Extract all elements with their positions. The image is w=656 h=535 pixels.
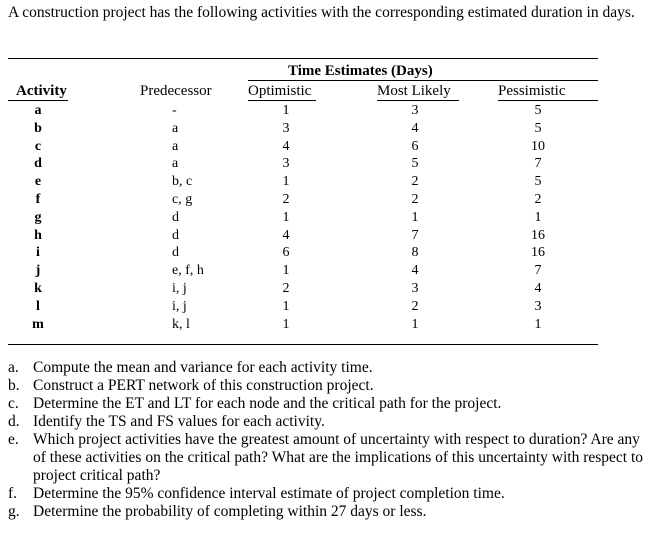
cell-predecessor: k, l [172, 316, 190, 332]
cell-optimistic: 4 [282, 227, 290, 243]
cell-most-likely: 7 [411, 227, 419, 243]
cell-predecessor: c, g [172, 192, 193, 207]
cell-optimistic: 3 [282, 120, 290, 136]
cell-most-likely: 4 [411, 120, 419, 136]
optimistic-underline [248, 100, 316, 101]
cell-pessimistic: 7 [534, 156, 542, 172]
problem-intro: A construction project has the following activities with the corresponding estimated duration in days. [8, 4, 635, 21]
cell-pessimistic: 3 [534, 298, 542, 314]
cell-optimistic: 6 [282, 245, 290, 261]
time-estimates-header: Time Estimates (Days) [288, 63, 433, 79]
question-item [8, 413, 648, 431]
question-text: Identify the TS and FS values for each activity. [33, 413, 325, 430]
col-header-activity: Activity [16, 83, 67, 99]
cell-most-likely: 3 [411, 281, 419, 296]
cell-optimistic: 1 [282, 209, 290, 225]
cell-predecessor: e, f, h [172, 263, 204, 279]
cell-pessimistic: 16 [531, 227, 545, 243]
question-label: a. [8, 359, 19, 376]
cell-activity: f [35, 192, 41, 207]
question-item [8, 395, 648, 413]
cell-predecessor: b, c [172, 174, 193, 190]
cell-predecessor: a [172, 156, 179, 172]
table-top-rule [8, 58, 598, 59]
cell-pessimistic: 1 [534, 316, 542, 332]
cell-optimistic: 1 [282, 174, 290, 190]
cell-pessimistic: 1 [534, 209, 542, 225]
question-text: Compute the mean and variance for each activity time. [33, 359, 373, 376]
cell-optimistic: 2 [282, 192, 290, 207]
cell-pessimistic: 4 [534, 281, 542, 296]
question-item [8, 377, 648, 395]
cell-most-likely: 2 [411, 298, 419, 314]
cell-predecessor: i, j [172, 281, 187, 296]
cell-activity: a [34, 103, 42, 118]
cell-most-likely: 3 [411, 103, 419, 118]
table-bottom-rule [8, 344, 598, 345]
cell-predecessor: a [172, 120, 179, 136]
cell-most-likely: 8 [411, 245, 419, 261]
cell-activity: c [34, 138, 42, 154]
question-text: Determine the 95% confidence interval estimate of project completion time. [33, 485, 505, 502]
cell-pessimistic: 2 [534, 192, 542, 207]
question-label: f. [8, 485, 18, 502]
question-label: g. [8, 503, 20, 520]
cell-activity: l [36, 298, 40, 314]
cell-pessimistic: 5 [534, 103, 542, 118]
cell-optimistic: 1 [282, 103, 290, 118]
cell-most-likely: 5 [411, 156, 419, 172]
cell-predecessor: d [172, 227, 179, 243]
cell-pessimistic: 16 [531, 245, 545, 261]
question-text: Determine the ET and LT for each node and the critical path for the project. [33, 395, 502, 412]
question-label: d. [8, 413, 20, 430]
question-item [8, 485, 648, 503]
cell-predecessor: d [172, 245, 179, 261]
col-header-optimistic: Optimistic [248, 83, 312, 99]
cell-predecessor: d [172, 209, 179, 225]
col-header-predecessor: Predecessor [140, 83, 212, 99]
cell-optimistic: 2 [282, 281, 290, 296]
cell-pessimistic: 10 [531, 138, 545, 154]
question-label: c. [8, 395, 19, 412]
cell-most-likely: 2 [411, 174, 419, 190]
activity-underline [8, 100, 68, 101]
cell-pessimistic: 7 [534, 263, 542, 279]
cell-predecessor: - [172, 103, 177, 118]
cell-most-likely: 2 [411, 192, 419, 207]
cell-pessimistic: 5 [534, 120, 542, 136]
question-label: b. [8, 377, 20, 394]
question-text: Construct a PERT network of this construction project. [33, 377, 374, 394]
pessimistic-underline [498, 100, 598, 101]
cell-pessimistic: 5 [534, 174, 542, 190]
cell-most-likely: 4 [411, 263, 419, 279]
cell-activity: g [34, 209, 42, 225]
cell-activity: i [36, 245, 40, 261]
cell-activity: j [35, 263, 41, 279]
cell-predecessor: i, j [172, 298, 187, 314]
col-header-pessimistic: Pessimistic [498, 83, 566, 99]
question-text: Which project activities have the greatest amount of uncertainty with respect to duration? Are any of these activities on the critical path? What are the implications of this uncertainty with respect to project critical path? [33, 431, 644, 484]
question-item [8, 431, 648, 485]
question-item [8, 503, 648, 521]
cell-activity: b [34, 120, 42, 136]
cell-activity: h [34, 227, 42, 243]
most-likely-underline [377, 100, 459, 101]
cell-optimistic: 3 [282, 156, 290, 172]
cell-optimistic: 1 [282, 263, 290, 279]
cell-activity: k [34, 281, 42, 296]
cell-optimistic: 1 [282, 298, 290, 314]
cell-predecessor: a [172, 138, 179, 154]
cell-optimistic: 4 [282, 138, 290, 154]
cell-most-likely: 6 [411, 138, 419, 154]
question-list [8, 359, 648, 521]
cell-activity: m [32, 316, 44, 332]
question-text: Determine the probability of completing within 27 days or less. [33, 503, 427, 520]
cell-optimistic: 1 [282, 316, 290, 332]
cell-most-likely: 1 [411, 316, 419, 332]
group-header-rule [248, 80, 598, 81]
col-header-most-likely: Most Likely [377, 83, 451, 99]
question-item [8, 359, 648, 377]
cell-most-likely: 1 [411, 209, 419, 225]
cell-activity: d [34, 156, 42, 172]
cell-activity: e [34, 174, 42, 190]
question-label: e. [8, 431, 19, 448]
